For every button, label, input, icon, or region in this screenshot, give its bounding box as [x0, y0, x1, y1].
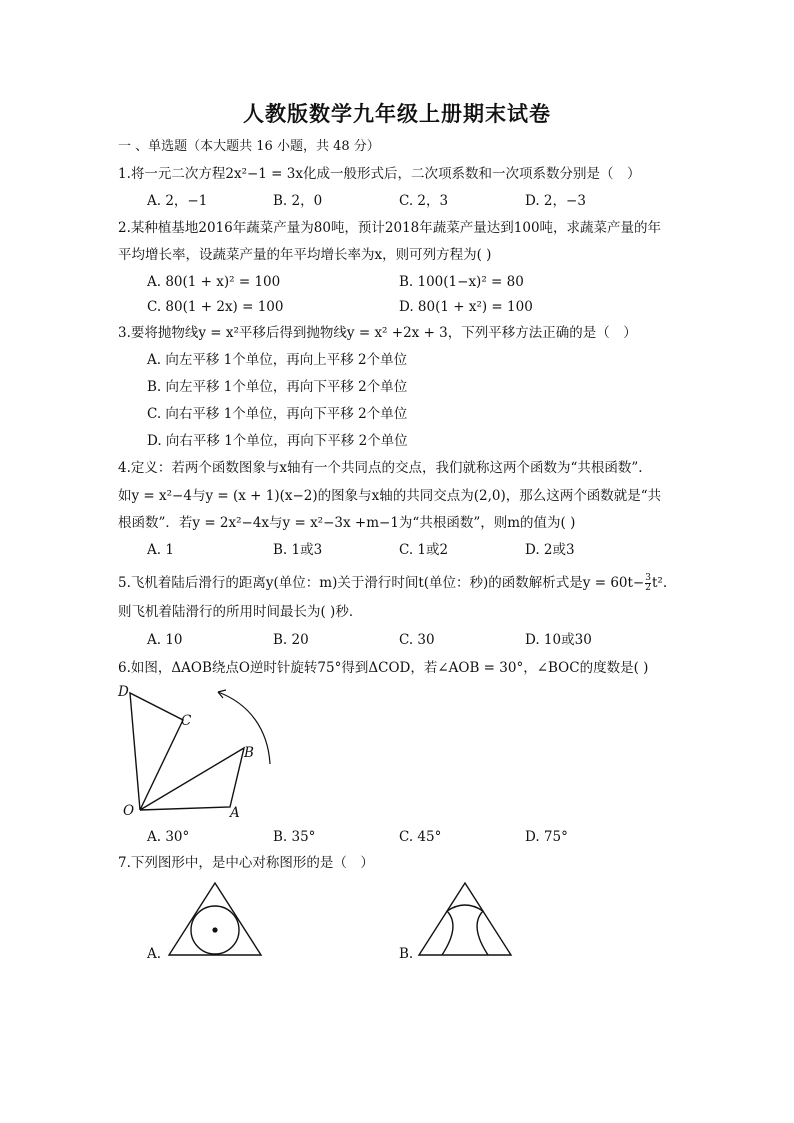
q2-option-b: B. 100(1−x)² = 80: [399, 274, 524, 290]
question-1-text: 1.将一元二次方程2x²−1 = 3x化成一般形式后，二次项系数和一次项系数分别是（ ）: [118, 166, 641, 182]
q5-fraction-numerator: 3: [645, 573, 651, 583]
q2-option-a: A. 80(1 + x)² = 100: [147, 274, 281, 290]
figure-label-c: C: [181, 713, 192, 729]
q6-option-c: C. 45°: [399, 829, 442, 845]
question-7-text: 7.下列图形中，是中心对称图形的是（ ）: [118, 855, 374, 871]
q5-option-a: A. 10: [147, 632, 183, 648]
triangle-with-incircle-figure: [165, 880, 265, 958]
q6-option-a: A. 30°: [147, 829, 190, 845]
rotation-figure: [110, 680, 290, 825]
question-4-line-3: 根函数”．若y = 2x²−4x与y = x²−3x +m−1为“共根函数”，则m的值为( ): [118, 515, 576, 531]
q1-option-a: A. 2，−1: [147, 193, 208, 209]
q4-option-c: C. 1或2: [399, 542, 449, 558]
q3-option-d: D. 向右平移 1个单位，再向下平移 2个单位: [147, 433, 408, 449]
question-6-text: 6.如图，ΔAOB绕点O逆时针旋转75°得到ΔCOD，若∠AOB = 30°，∠BOC的度数是( ): [118, 660, 649, 676]
figure-label-o: O: [123, 803, 135, 819]
q5-option-c: C. 30: [399, 632, 435, 648]
question-2-line-1: 2.某种植基地2016年蔬菜产量为80吨，预计2018年蔬菜产量达到100吨，求蔬菜产量的年: [118, 220, 662, 236]
question-4-line-1: 4.定义：若两个函数图象与x轴有一个共同点的交点，我们就称这两个函数为“共根函数”.: [118, 460, 643, 476]
triangle-cod: [130, 693, 183, 810]
question-4-line-2: 如y = x²−4与y = (x + 1)(x−2)的图象与x轴的共同交点为(2,0)，那么这两个函数就是“共: [118, 488, 662, 504]
question-3-text: 3.要将抛物线y = x²平移后得到抛物线y = x² +2x + 3，下列平移方法正确的是（ ）: [118, 325, 637, 341]
question-5-line-2: 则飞机着陆滑行的所用时间最长为( )秒．: [118, 604, 363, 620]
q5-line-1-text: 5.飞机着陆后滑行的距离y(单位：m)关于滑行时间t(单位：秒)的函数解析式是y = 60t−: [118, 575, 645, 591]
triangle-with-arcs-figure: [415, 880, 515, 958]
q7-option-b: B.: [399, 946, 414, 962]
center-dot: [212, 927, 217, 932]
page-title: 人教版数学九年级上册期末试卷: [243, 101, 551, 126]
triangle-aob: [140, 748, 244, 810]
figure-label-a: A: [230, 805, 240, 821]
figure-label-d: D: [118, 684, 129, 700]
figure-label-b: B: [244, 745, 254, 761]
q2-option-c: C. 80(1 + 2x) = 100: [147, 299, 284, 315]
q7-option-a: A.: [147, 946, 162, 962]
question-5-line-1: [118, 574, 667, 593]
q4-option-b: B. 1或3: [273, 542, 323, 558]
q2-option-d: D. 80(1 + x²) = 100: [399, 299, 533, 315]
q1-option-b: B. 2，0: [273, 193, 323, 209]
triangle-outline: [169, 883, 261, 955]
q5-option-d: D. 10或30: [525, 632, 592, 648]
q1-option-c: C. 2，3: [399, 193, 449, 209]
q3-option-a: A. 向左平移 1个单位，再向上平移 2个单位: [147, 352, 408, 368]
q4-option-d: D. 2或3: [525, 542, 575, 558]
q5-line-1-tail: t².: [651, 575, 668, 591]
q3-option-b: B. 向左平移 1个单位，再向下平移 2个单位: [147, 379, 408, 395]
q3-option-c: C. 向右平移 1个单位，再向下平移 2个单位: [147, 406, 408, 422]
triangle-outline-b: [419, 883, 511, 955]
q6-option-d: D. 75°: [525, 829, 568, 845]
curved-arc-top: [447, 905, 483, 911]
q6-option-b: B. 35°: [273, 829, 316, 845]
q5-fraction: [645, 574, 651, 593]
q4-option-a: A. 1: [147, 542, 174, 558]
question-2-line-2: 平均增长率，设蔬菜产量的年平均增长率为x，则可列方程为( ): [118, 247, 492, 263]
q5-option-b: B. 20: [273, 632, 309, 648]
q1-option-d: D. 2，−3: [525, 193, 586, 209]
section-heading: 一 、单选题（本大题共 16 小题，共 48 分）: [118, 139, 380, 154]
q5-fraction-denominator: 2: [645, 583, 651, 593]
